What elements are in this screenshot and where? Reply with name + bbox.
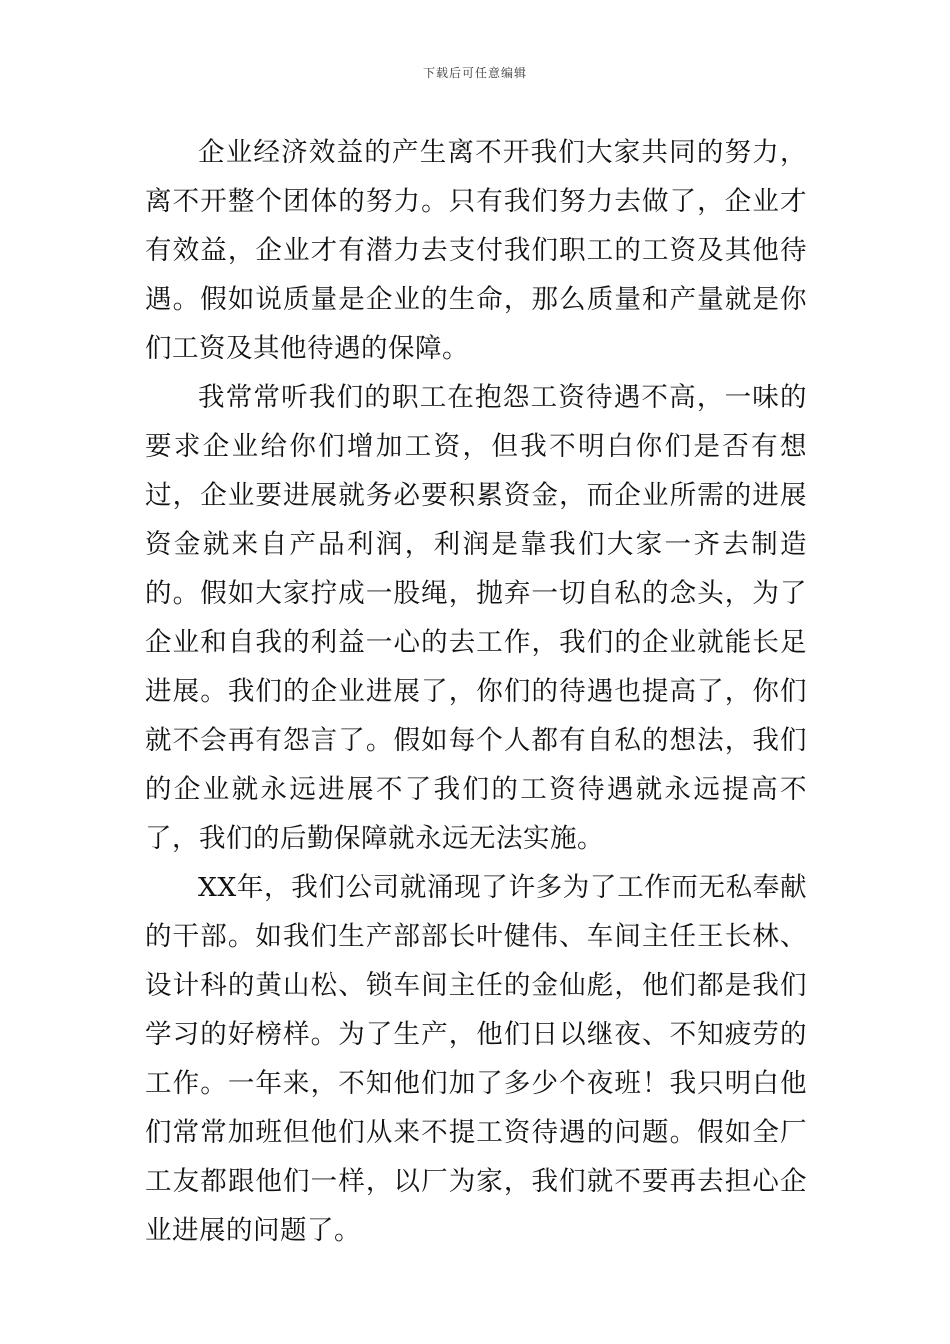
paragraph-2: 我常常听我们的职工在抱怨工资待遇不高，一味的要求企业给你们增加工资，但我不明白你们是否有想过，企业要进展就务必要积累资金，而企业所需的进展资金就来自产品利润，利润是靠我们大家一齐去制造的。假如大家拧成一股绳，抛弃一切自私的念头，为了企业和自我的利益一心的去工作，我们的企业就能长足进展。我们的企业进展了，你们的待遇也提高了，你们就不会再有怨言了。假如每个人都有自私的想法，我们的企业就永远进展不了我们的工资待遇就永远提高不了，我们的后勤保障就永远无法实施。 bbox=[145, 382, 807, 854]
paragraph-1: 企业经济效益的产生离不开我们大家共同的努力，离不开整个团体的努力。只有我们努力去做了，企业才有效益，企业才有潜力去支付我们职工的工资及其他待遇。假如说质量是企业的生命，那么质量和产量就是你们工资及其他待遇的保障。 bbox=[145, 137, 807, 364]
body-text bbox=[145, 128, 807, 1255]
paragraph-3: XX年，我们公司就涌现了许多为了工作而无私奉献的干部。如我们生产部部长叶健伟、车间主任王长林、设计科的黄山松、锁车间主任的金仙彪，他们都是我们学习的好榜样。为了生产，他们日以继夜、不知疲劳的工作。一年来，不知他们加了多少个夜班！我只明白他们常常加班但他们从来不提工资待遇的问题。假如全厂工友都跟他们一样，以厂为家，我们就不要再去担心企业进展的问题了。 bbox=[145, 872, 807, 1246]
header-note: 下载后可任意编辑 bbox=[422, 66, 527, 80]
